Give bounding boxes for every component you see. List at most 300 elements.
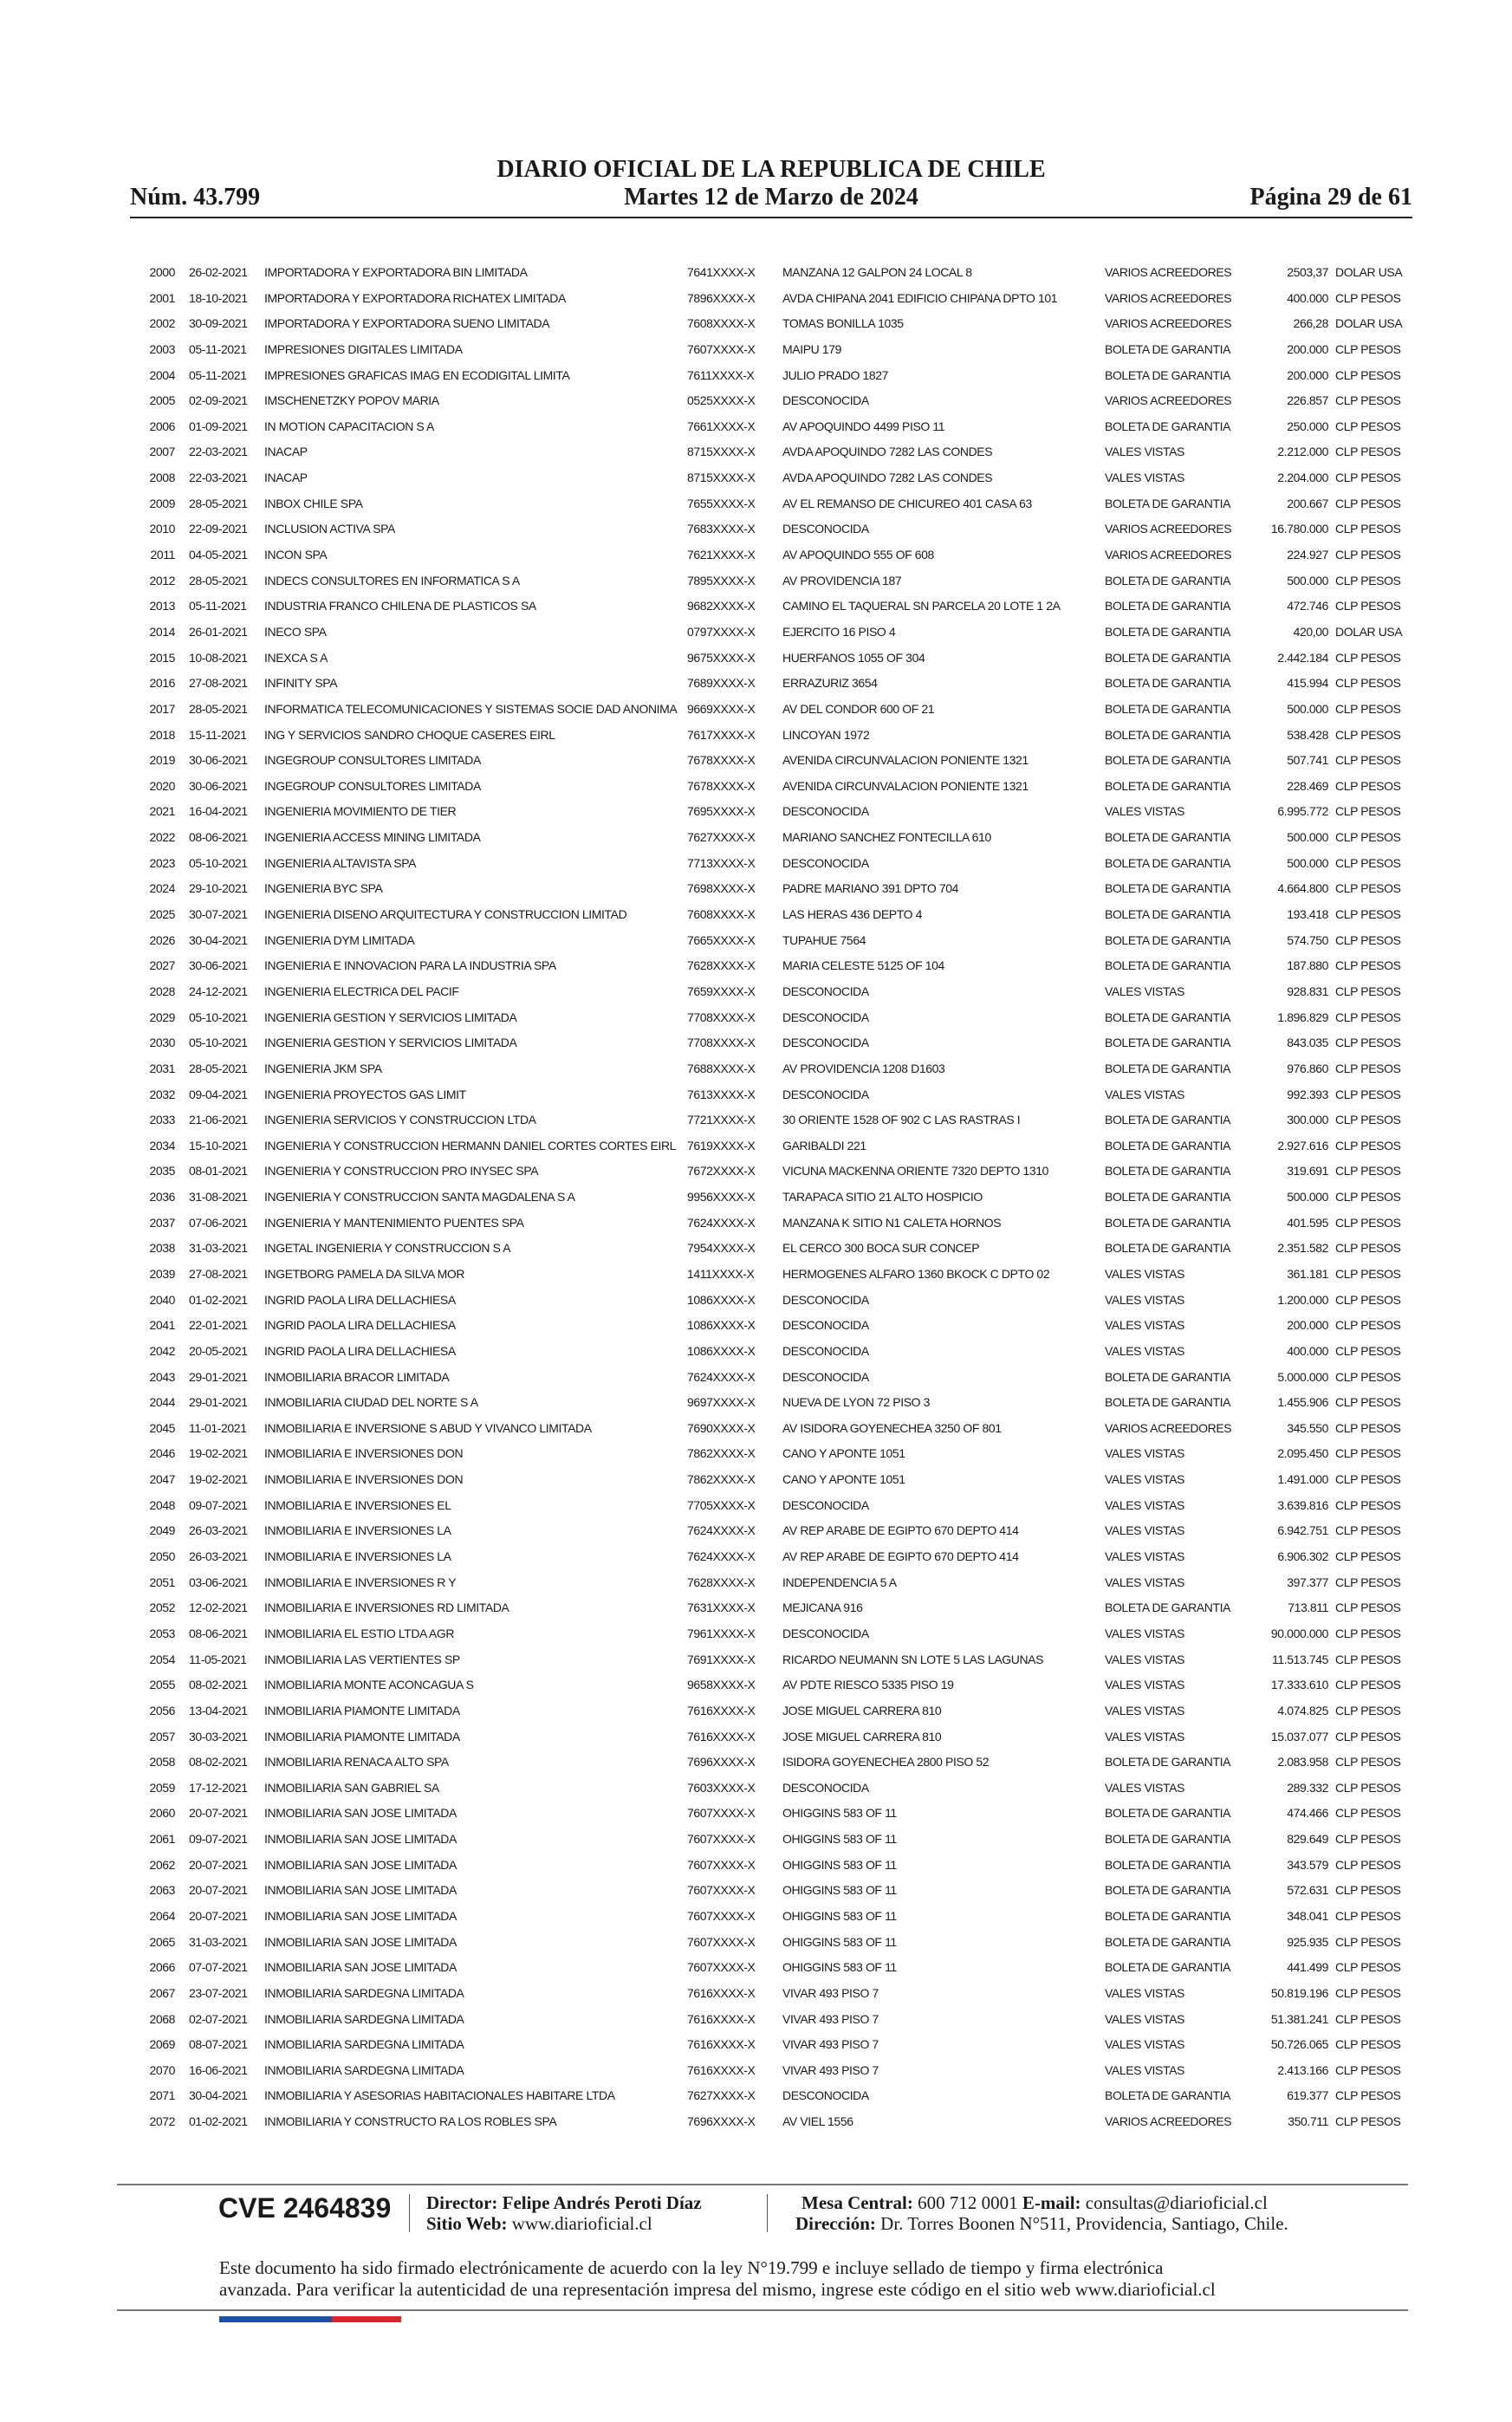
record-number: 2012 [149,573,175,588]
record-address: MANZANA K SITIO N1 CALETA HORNOS [782,1215,1002,1230]
record-amount: 3.639.816 [1277,1497,1328,1512]
record-currency: CLP PESOS [1335,984,1401,998]
record-address: AVENIDA CIRCUNVALACION PONIENTE 1321 [782,778,1029,793]
record-address: MEJICANA 916 [782,1601,863,1615]
legal-line-2: avanzada. Para verificar la autenticidad de una representación impresa del mismo, ingrese este código en el sitio web www.diarioficial.cl [219,2279,1216,2300]
record-address: OHIGGINS 583 OF 11 [782,1832,897,1847]
record-number: 2059 [149,1780,175,1795]
record-name: INGRID PAOLA LIRA DELLACHIESA [264,1343,456,1358]
record-type: VARIOS ACREEDORES [1105,522,1232,536]
record-address: VIVAR 493 PISO 7 [782,2011,879,2026]
footer-separator-2 [767,2194,768,2232]
record-amount: 90.000.000 [1270,1626,1328,1640]
record-type: VALES VISTAS [1105,1343,1184,1358]
record-currency: DOLAR USA [1335,624,1403,639]
record-currency: CLP PESOS [1335,419,1401,433]
record-rut: 7617XXXX-X [687,727,756,742]
website-line [426,2213,652,2234]
record-address: DESCONOCIDA [782,1369,869,1384]
record-address: CANO Y APONTE 1051 [782,1446,905,1461]
record-amount: 713.811 [1288,1601,1328,1615]
record-amount: 400.000 [1287,290,1328,305]
contact-line [801,2192,1268,2213]
record-currency: CLP PESOS [1335,2011,1401,2026]
record-rut: 7708XXXX-X [687,1036,756,1050]
table-row [139,1365,1404,1391]
record-address: EJERCITO 16 PISO 4 [782,624,896,639]
record-rut: 7624XXXX-X [687,1523,756,1538]
record-rut: 7695XXXX-X [687,804,756,819]
record-address: DESCONOCIDA [782,393,869,408]
record-address: OHIGGINS 583 OF 11 [782,1934,897,1949]
record-name: INGETBORG PAMELA DA SILVA MOR [264,1266,465,1281]
record-currency: CLP PESOS [1335,548,1401,562]
table-row [139,1776,1404,1802]
record-amount: 474.466 [1287,1806,1328,1821]
table-row [139,2109,1404,2135]
record-date: 05-11-2021 [189,341,247,356]
table-row [139,1467,1404,1493]
record-date: 02-07-2021 [189,2011,248,2026]
record-amount: 2.212.000 [1277,445,1328,459]
record-date: 28-05-2021 [189,1061,248,1075]
record-currency: CLP PESOS [1335,932,1401,947]
record-currency: CLP PESOS [1335,1549,1401,1564]
record-amount: 50.819.196 [1270,1985,1328,2000]
record-address: OHIGGINS 583 OF 11 [782,1806,897,1821]
table-row [139,1159,1404,1185]
table-row [139,1390,1404,1416]
record-number: 2001 [149,290,175,305]
record-rut: 7608XXXX-X [687,316,756,331]
record-rut: 1086XXXX-X [687,1292,756,1307]
record-date: 01-09-2021 [189,419,248,433]
table-row [139,1930,1404,1956]
record-number: 2057 [149,1729,175,1743]
record-currency: CLP PESOS [1335,1575,1401,1589]
record-name: INFINITY SPA [264,676,338,691]
record-number: 2043 [149,1369,175,1384]
table-row [139,774,1404,800]
record-type: VALES VISTAS [1105,1472,1184,1487]
record-name: INMOBILIARIA E INVERSIONES R Y [264,1575,457,1589]
record-amount: 976.860 [1287,1061,1328,1075]
record-type: BOLETA DE GARANTIA [1105,932,1231,947]
record-number: 2048 [149,1497,175,1512]
record-name: IMPRESIONES DIGITALES LIMITADA [264,341,463,356]
record-name: INMOBILIARIA Y ASESORIAS HABITACIONALES HABITARE LTDA [264,2088,615,2103]
record-rut: 7607XXXX-X [687,1883,756,1898]
record-number: 2028 [149,984,175,998]
director-label: Director: [426,2192,498,2213]
record-name: IN MOTION CAPACITACION S A [264,419,434,433]
record-amount: 319.691 [1287,1164,1328,1179]
record-date: 30-06-2021 [189,753,248,768]
record-name: INMOBILIARIA E INVERSIONES DON [264,1472,464,1487]
record-type: BOLETA DE GARANTIA [1105,701,1231,716]
record-amount: 619.377 [1287,2088,1328,2103]
record-number: 2017 [149,701,175,716]
record-address: DESCONOCIDA [782,1318,869,1333]
record-amount: 350.711 [1288,2114,1328,2129]
record-date: 29-10-2021 [189,881,248,896]
table-row [139,1647,1404,1673]
record-name: INMOBILIARIA E INVERSIONES LA [264,1523,451,1538]
record-date: 27-08-2021 [189,1266,248,1281]
record-rut: 0525XXXX-X [687,393,756,408]
record-name: INMOBILIARIA SAN JOSE LIMITADA [264,1857,457,1872]
table-row [139,723,1404,749]
record-date: 08-06-2021 [189,830,248,845]
record-address: OHIGGINS 583 OF 11 [782,1857,897,1872]
record-date: 07-06-2021 [189,1215,248,1230]
record-date: 08-02-2021 [189,1755,248,1769]
record-currency: CLP PESOS [1335,393,1401,408]
record-name: INMOBILIARIA SAN JOSE LIMITADA [264,1832,457,1847]
table-row [139,594,1404,620]
record-name: INGRID PAOLA LIRA DELLACHIESA [264,1318,456,1333]
record-date: 04-05-2021 [189,548,248,562]
record-date: 13-04-2021 [189,1703,248,1717]
record-rut: 7607XXXX-X [687,1832,756,1847]
table-row [139,1030,1404,1056]
record-number: 2010 [149,522,175,536]
record-currency: CLP PESOS [1335,1190,1401,1205]
record-name: INGENIERIA DYM LIMITADA [264,932,415,947]
record-currency: CLP PESOS [1335,1215,1401,1230]
record-rut: 7616XXXX-X [687,2011,756,2026]
record-amount: 266,28 [1293,316,1328,331]
flag-stripe-blue [219,2316,332,2322]
record-rut: 7688XXXX-X [687,1061,756,1075]
record-date: 03-06-2021 [189,1575,248,1589]
website-link[interactable]: www.diarioficial.cl [511,2213,652,2234]
record-amount: 400.000 [1287,1343,1328,1358]
table-row [139,1955,1404,1981]
table-row [139,1724,1404,1750]
table-row [139,646,1404,672]
table-row [139,1005,1404,1031]
record-rut: 7665XXXX-X [687,932,756,947]
record-rut: 7616XXXX-X [687,2062,756,2077]
record-amount: 300.000 [1287,1113,1328,1127]
record-rut: 7624XXXX-X [687,1549,756,1564]
record-type: VALES VISTAS [1105,1318,1184,1333]
record-rut: 9658XXXX-X [687,1678,756,1692]
record-currency: CLP PESOS [1335,1318,1401,1333]
record-rut: 7696XXXX-X [687,2114,756,2129]
record-currency: CLP PESOS [1335,496,1401,510]
record-number: 2022 [149,830,175,845]
record-type: VALES VISTAS [1105,1575,1184,1589]
record-type: VALES VISTAS [1105,445,1184,459]
table-row [139,851,1404,877]
record-number: 2015 [149,650,175,665]
record-currency: CLP PESOS [1335,676,1401,691]
record-date: 28-05-2021 [189,496,248,510]
record-amount: 843.035 [1287,1036,1328,1050]
record-name: INMOBILIARIA SAN GABRIEL SA [264,1780,439,1795]
record-date: 19-02-2021 [189,1446,248,1461]
record-name: INMOBILIARIA SAN JOSE LIMITADA [264,1934,457,1949]
record-number: 2038 [149,1241,175,1256]
legal-notice [219,2257,1398,2301]
record-name: INGEGROUP CONSULTORES LIMITADA [264,753,481,768]
record-type: BOLETA DE GARANTIA [1105,1832,1231,1847]
record-amount: 2.413.166 [1277,2062,1328,2077]
record-currency: CLP PESOS [1335,1472,1401,1487]
record-name: INMOBILIARIA Y CONSTRUCTO RA LOS ROBLES SPA [264,2114,557,2129]
record-date: 11-01-2021 [189,1420,247,1435]
header-divider [130,217,1412,218]
record-number: 2018 [149,727,175,742]
issue-number: Núm. 43.799 [130,184,261,211]
record-name: INMOBILIARIA SARDEGNA LIMITADA [264,2037,464,2052]
record-number: 2032 [149,1087,175,1101]
record-address: AV PROVIDENCIA 187 [782,573,902,588]
record-amount: 401.595 [1287,1215,1328,1230]
record-rut: 0797XXXX-X [687,624,756,639]
record-amount: 1.896.829 [1277,1010,1328,1024]
record-amount: 415.994 [1287,676,1328,691]
record-type: BOLETA DE GARANTIA [1105,1164,1231,1179]
record-address: CANO Y APONTE 1051 [782,1472,905,1487]
table-row [139,465,1404,491]
record-number: 2044 [149,1395,175,1410]
record-address: AV REP ARABE DE EGIPTO 670 DEPTO 414 [782,1523,1019,1538]
record-date: 26-03-2021 [189,1523,248,1538]
table-row [139,1698,1404,1724]
record-currency: CLP PESOS [1335,881,1401,896]
record-currency: CLP PESOS [1335,599,1401,614]
record-currency: CLP PESOS [1335,1832,1401,1847]
record-number: 2037 [149,1215,175,1230]
record-address: ERRAZURIZ 3654 [782,676,878,691]
record-type: VARIOS ACREEDORES [1105,1420,1232,1435]
table-row [139,311,1404,337]
record-address: DESCONOCIDA [782,2088,869,2103]
record-date: 30-03-2021 [189,1729,248,1743]
table-row [139,1236,1404,1262]
record-type: VALES VISTAS [1105,804,1184,819]
record-currency: CLP PESOS [1335,804,1401,819]
record-rut: 7616XXXX-X [687,1703,756,1717]
record-currency: CLP PESOS [1335,1755,1401,1769]
record-rut: 7678XXXX-X [687,778,756,793]
record-address: AVENIDA CIRCUNVALACION PONIENTE 1321 [782,753,1029,768]
table-row [139,748,1404,774]
record-number: 2004 [149,367,175,382]
table-row [139,1621,1404,1647]
record-rut: 9675XXXX-X [687,650,756,665]
record-currency: CLP PESOS [1335,1369,1401,1384]
record-amount: 228.469 [1287,778,1328,793]
record-currency: CLP PESOS [1335,1292,1401,1307]
record-address: LAS HERAS 436 DEPTO 4 [782,907,922,922]
record-rut: 9682XXXX-X [687,599,756,614]
record-name: INACAP [264,445,308,459]
record-number: 2006 [149,419,175,433]
record-number: 2003 [149,341,175,356]
record-date: 26-01-2021 [189,624,248,639]
email-link[interactable]: consultas@diarioficial.cl [1085,2192,1268,2213]
record-currency: CLP PESOS [1335,341,1401,356]
record-date: 30-06-2021 [189,958,248,973]
record-name: INMOBILIARIA SAN JOSE LIMITADA [264,1883,457,1898]
table-row [139,2058,1404,2084]
record-name: IMPORTADORA Y EXPORTADORA RICHATEX LIMITADA [264,290,566,305]
director-line [426,2192,702,2213]
record-number: 2053 [149,1626,175,1640]
record-number: 2061 [149,1832,175,1847]
record-rut: 7621XXXX-X [687,548,756,562]
record-name: ING Y SERVICIOS SANDRO CHOQUE CASERES EIRL [264,727,555,742]
record-currency: CLP PESOS [1335,573,1401,588]
record-currency: CLP PESOS [1335,1523,1401,1538]
record-number: 2039 [149,1266,175,1281]
record-amount: 200.667 [1287,496,1328,510]
record-amount: 928.831 [1287,984,1328,998]
record-rut: 7607XXXX-X [687,1806,756,1821]
record-date: 24-12-2021 [189,984,248,998]
record-amount: 472.746 [1287,599,1328,614]
table-row [139,1185,1404,1211]
record-date: 21-06-2021 [189,1113,248,1127]
record-amount: 992.393 [1287,1087,1328,1101]
record-number: 2042 [149,1343,175,1358]
record-number: 2041 [149,1318,175,1333]
record-number: 2023 [149,855,175,870]
record-address: AV VIEL 1556 [782,2114,853,2129]
record-type: VARIOS ACREEDORES [1105,290,1232,305]
record-rut: 7961XXXX-X [687,1626,756,1640]
record-address: DESCONOCIDA [782,1780,869,1795]
record-date: 31-03-2021 [189,1934,248,1949]
record-number: 2036 [149,1190,175,1205]
email-label: E-mail: [1022,2192,1081,2213]
table-row [139,2083,1404,2109]
record-type: VALES VISTAS [1105,1549,1184,1564]
record-address: NUEVA DE LYON 72 PISO 3 [782,1395,931,1410]
record-address: VIVAR 493 PISO 7 [782,2062,879,2077]
record-name: INMOBILIARIA MONTE ACONCAGUA S [264,1678,474,1692]
record-rut: 8715XXXX-X [687,471,756,485]
record-rut: 7862XXXX-X [687,1472,756,1487]
record-date: 20-07-2021 [189,1857,248,1872]
record-address: AV PDTE RIESCO 5335 PISO 19 [782,1678,954,1692]
record-address: MARIANO SANCHEZ FONTECILLA 610 [782,830,991,845]
record-rut: 7641XXXX-X [687,265,756,279]
record-rut: 7628XXXX-X [687,958,756,973]
record-type: BOLETA DE GARANTIA [1105,419,1231,433]
record-number: 2005 [149,393,175,408]
record-type: BOLETA DE GARANTIA [1105,1369,1231,1384]
table-row [139,928,1404,954]
record-rut: 7678XXXX-X [687,753,756,768]
record-amount: 500.000 [1287,701,1328,716]
record-date: 11-05-2021 [189,1652,247,1666]
record-date: 20-07-2021 [189,1806,248,1821]
record-currency: CLP PESOS [1335,1241,1401,1256]
record-amount: 200.000 [1287,1318,1328,1333]
table-row [139,1133,1404,1159]
record-date: 05-11-2021 [189,599,247,614]
table-row [139,1518,1404,1544]
record-amount: 397.377 [1287,1575,1328,1589]
record-number: 2066 [149,1960,175,1975]
record-address: JOSE MIGUEL CARRERA 810 [782,1703,942,1717]
record-number: 2056 [149,1703,175,1717]
record-rut: 7659XXXX-X [687,984,756,998]
record-currency: CLP PESOS [1335,1036,1401,1050]
record-number: 2009 [149,496,175,510]
record-date: 17-12-2021 [189,1780,248,1795]
record-amount: 2.204.000 [1277,471,1328,485]
address-label: Dirección: [795,2213,876,2234]
record-type: BOLETA DE GARANTIA [1105,1909,1231,1923]
record-rut: 7616XXXX-X [687,2037,756,2052]
record-number: 2055 [149,1678,175,1692]
record-currency: CLP PESOS [1335,1395,1401,1410]
table-row [139,516,1404,542]
record-type: BOLETA DE GARANTIA [1105,1215,1231,1230]
record-rut: 7613XXXX-X [687,1087,756,1101]
record-amount: 6.995.772 [1277,804,1328,819]
record-currency: CLP PESOS [1335,1652,1401,1666]
record-type: VARIOS ACREEDORES [1105,548,1232,562]
record-amount: 226.857 [1287,393,1328,408]
table-row [139,876,1404,902]
table-row [139,799,1404,825]
record-currency: CLP PESOS [1335,1343,1401,1358]
record-name: INCLUSION ACTIVA SPA [264,522,395,536]
page-header [130,156,1412,217]
record-name: INGENIERIA GESTION Y SERVICIOS LIMITADA [264,1010,517,1024]
record-amount: 925.935 [1287,1934,1328,1949]
table-row [139,1878,1404,1904]
record-name: INGENIERIA ELECTRICA DEL PACIF [264,984,459,998]
record-number: 2071 [149,2088,175,2103]
record-rut: 7607XXXX-X [687,1857,756,1872]
record-date: 08-06-2021 [189,1626,248,1640]
record-amount: 500.000 [1287,573,1328,588]
record-currency: CLP PESOS [1335,1985,1401,2000]
record-type: BOLETA DE GARANTIA [1105,624,1231,639]
record-number: 2051 [149,1575,175,1589]
record-name: INMOBILIARIA SARDEGNA LIMITADA [264,2062,464,2077]
record-currency: DOLAR USA [1335,316,1403,331]
record-number: 2049 [149,1523,175,1538]
table-row [139,1570,1404,1596]
record-number: 2067 [149,1985,175,2000]
record-number: 2021 [149,804,175,819]
record-type: VALES VISTAS [1105,1678,1184,1692]
record-type: VALES VISTAS [1105,2011,1184,2026]
record-date: 31-08-2021 [189,1190,248,1205]
record-type: BOLETA DE GARANTIA [1105,1061,1231,1075]
record-currency: CLP PESOS [1335,855,1401,870]
table-row [139,568,1404,594]
record-number: 2054 [149,1652,175,1666]
record-currency: CLP PESOS [1335,1061,1401,1075]
record-amount: 4.664.800 [1277,881,1328,896]
record-address: OHIGGINS 583 OF 11 [782,1960,897,1975]
record-name: INGENIERIA E INNOVACION PARA LA INDUSTRIA SPA [264,958,556,973]
flag-stripe-red [332,2316,401,2322]
record-type: BOLETA DE GARANTIA [1105,1806,1231,1821]
record-type: VALES VISTAS [1105,471,1184,485]
record-name: INMOBILIARIA BRACOR LIMITADA [264,1369,450,1384]
